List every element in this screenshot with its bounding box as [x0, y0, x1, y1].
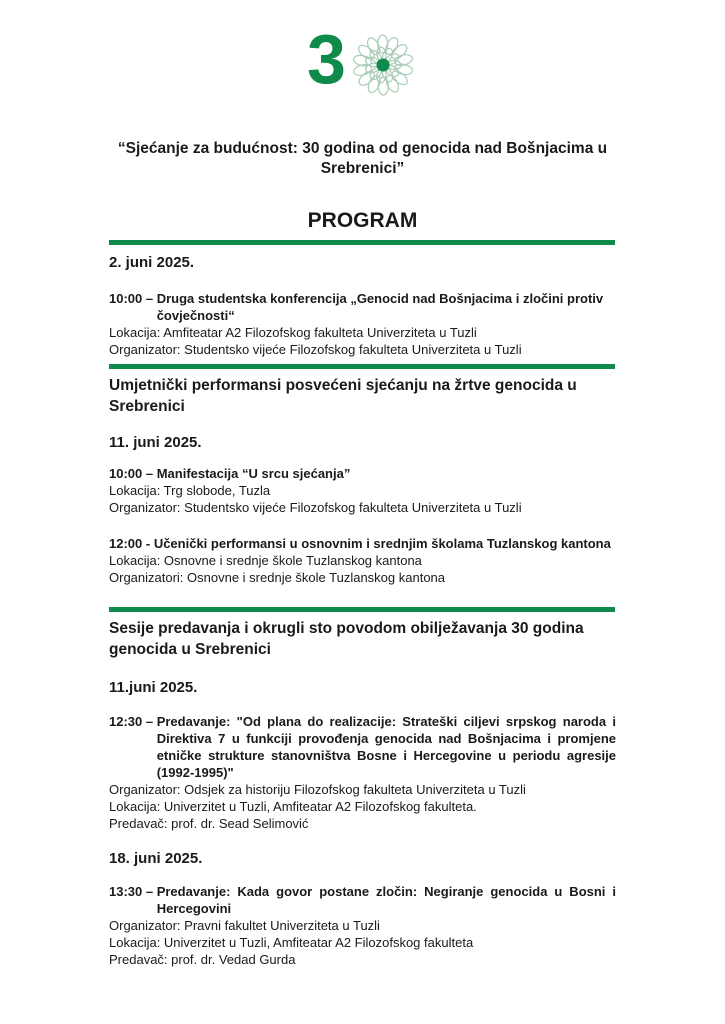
program-heading: PROGRAM [307, 209, 418, 232]
event-heading [109, 290, 616, 324]
program-event [109, 713, 616, 832]
event-lecturer: Predavač: prof. dr. Sead Selimović [109, 816, 309, 831]
section-divider [109, 607, 615, 612]
date-heading: 11. juni 2025. [109, 434, 202, 451]
srebrenica-flower-icon [347, 32, 419, 98]
event-lecturer: Predavač: prof. dr. Vedad Gurda [109, 952, 296, 967]
event-time: 12:00 - [109, 536, 154, 551]
program-event [109, 535, 616, 586]
event-organizer: Organizator: Studentsko vijeće Filozofskog fakulteta Univerziteta u Tuzli [109, 342, 522, 357]
section-title: Sesije predavanja i okrugli sto povodom obilježavanja 30 godina genocida u Srebrenici [109, 620, 584, 658]
program-event [109, 290, 616, 358]
event-title: Predavanje: Kada govor postane zločin: Negiranje genocida u Bosni i Hercegovini [156, 884, 616, 916]
event-heading [109, 713, 616, 781]
section-divider [109, 240, 615, 245]
event-title: Učenički performansi u osnovnim i srednjim školama Tuzlanskog kantona [153, 536, 611, 551]
event-heading [109, 535, 616, 552]
section-divider [109, 364, 615, 369]
event-location: Lokacija: Osnovne i srednje škole Tuzlanskog kantona [109, 553, 422, 568]
logo-30 [307, 20, 419, 100]
event-title: Druga studentska konferencija „Genocid nad Bošnjacima i zločini protiv čovječnosti“ [156, 291, 604, 323]
event-time: 12:30 – [109, 714, 157, 729]
program-event [109, 465, 616, 516]
event-organizer: Organizator: Odsjek za historiju Filozofskog fakulteta Univerziteta u Tuzli [109, 782, 526, 797]
date-heading: 11.juni 2025. [109, 679, 198, 696]
event-location: Lokacija: Trg slobode, Tuzla [109, 483, 271, 498]
event-heading [109, 465, 616, 482]
logo-digit: 3 [307, 20, 346, 98]
date-heading: 2. juni 2025. [109, 254, 195, 271]
event-location: Lokacija: Univerzitet u Tuzli, Amfiteatar A2 Filozofskog fakulteta. [109, 799, 477, 814]
event-series-title: “Sjećanje za budućnost: 30 godina od genocida nad Bošnjacima u Srebrenici” [117, 140, 608, 177]
event-time: 10:00 – [109, 466, 157, 481]
date-heading: 18. juni 2025. [109, 850, 203, 867]
program-event [109, 883, 616, 968]
event-organizer: Organizator: Studentsko vijeće Filozofskog fakulteta Univerziteta u Tuzli [109, 500, 522, 515]
event-organizer: Organizator: Pravni fakultet Univerziteta u Tuzli [109, 918, 380, 933]
section-title: Umjetnički performansi posvećeni sjećanju na žrtve genocida u Srebrenici [109, 377, 577, 415]
event-time: 13:30 – [109, 884, 157, 899]
event-heading [109, 883, 616, 917]
event-location: Lokacija: Univerzitet u Tuzli, Amfiteatar A2 Filozofskog fakulteta [109, 935, 474, 950]
event-time: 10:00 – [109, 291, 157, 306]
event-title: Manifestacija “U srcu sjećanja” [156, 466, 351, 481]
event-title: Predavanje: "Od plana do realizacije: Strateški ciljevi srpskog naroda i Direktiva 7 u funkciji provođenja genocida nad Bošnjacima i promjene etničke strukture stanovništva Bosne i Hercegovine u periodu agresije (1992-1995)" [156, 714, 616, 780]
event-location: Lokacija: Amfiteatar A2 Filozofskog fakulteta Univerziteta u Tuzli [109, 325, 477, 340]
event-organizer: Organizatori: Osnovne i srednje škole Tuzlanskog kantona [109, 570, 446, 585]
